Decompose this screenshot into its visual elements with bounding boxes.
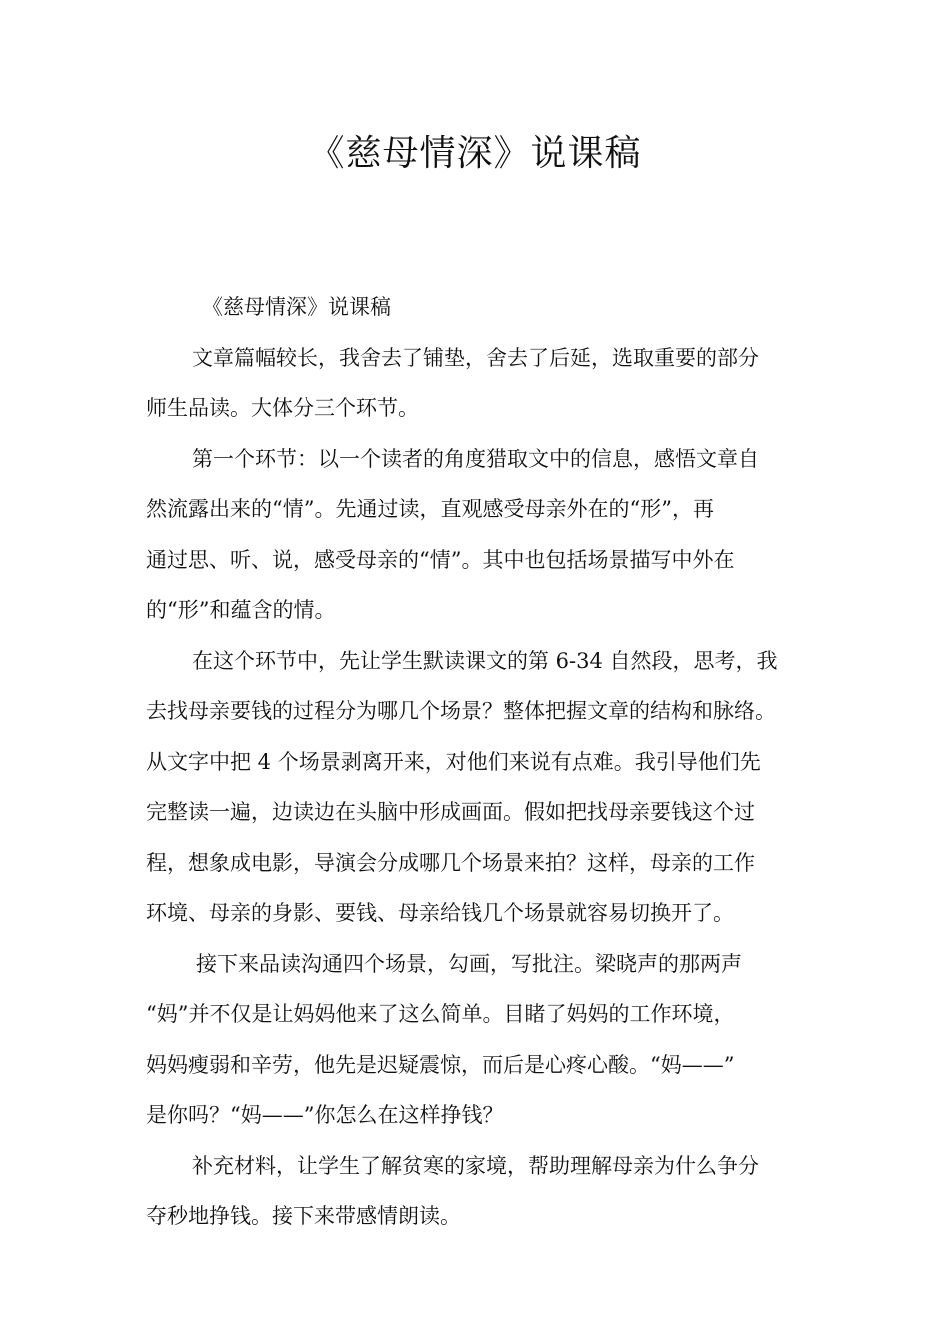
paragraph-3 (146, 636, 814, 939)
paragraph-line: 妈妈瘦弱和辛劳，他先是迟疑震惊，而后是心疼心酸。“妈——” (146, 1052, 735, 1077)
paragraph-line: 接下来品读沟通四个场景，勾画，写批注。梁晓声的那两声 (196, 951, 742, 976)
paragraph-line: 第一个环节：以一个读者的角度猎取文中的信息，感悟文章自 (192, 446, 759, 471)
paragraph-line: 完整读一遍，边读边在头脑中形成画面。假如把找母亲要钱这个过 (146, 800, 755, 824)
paragraph-line: 环境、母亲的身影、要钱、母亲给钱几个场景就容易切换开了。 (146, 901, 734, 925)
paragraph-4 (146, 939, 814, 1141)
subtitle-line: 《慈母情深》说课稿 (202, 295, 391, 319)
paragraph-line: 然流露出来的“情”。先通过读，直观感受母亲外在的“形”，再 (146, 497, 714, 521)
paragraph-2 (146, 434, 814, 636)
subtitle (146, 282, 814, 333)
paragraph-line: 在这个环节中，先让学生默读课文的第 6-34 自然段，思考，我 (192, 648, 778, 673)
document-body (146, 282, 814, 1242)
paragraph-line: “妈”并不仅是让妈妈他来了这么简单。目睹了妈妈的工作环境， (146, 1002, 735, 1026)
page-title: 《慈母情深》说课稿 (308, 133, 642, 174)
paragraph-line: 文章篇幅较长，我舍去了铺垫，舍去了后延，选取重要的部分 (192, 345, 759, 370)
paragraph-line: 夺秒地挣钱。接下来带感情朗读。 (146, 1204, 461, 1228)
paragraph-line: 是你吗？“妈——”你怎么在这样挣钱？ (146, 1103, 504, 1127)
paragraph-line: 从文字中把 4 个场景剥离开来，对他们来说有点难。我引导他们先 (146, 749, 761, 774)
paragraph-line: 去找母亲要钱的过程分为哪几个场景？整体把握文章的结构和脉络。 (146, 699, 776, 723)
paragraph-line: 的“形”和蕴含的情。 (146, 598, 336, 622)
paragraph-5 (146, 1141, 814, 1242)
paragraph-line: 程，想象成电影，导演会分成哪几个场景来拍？这样，母亲的工作 (146, 850, 755, 875)
paragraph-1 (146, 333, 814, 434)
paragraph-line: 补充材料，让学生了解贫寒的家境，帮助理解母亲为什么争分 (192, 1153, 759, 1178)
paragraph-line: 通过思、听、说，感受母亲的“情”。其中也包括场景描写中外在 (146, 547, 735, 572)
paragraph-line: 师生品读。大体分三个环节。 (146, 396, 419, 420)
